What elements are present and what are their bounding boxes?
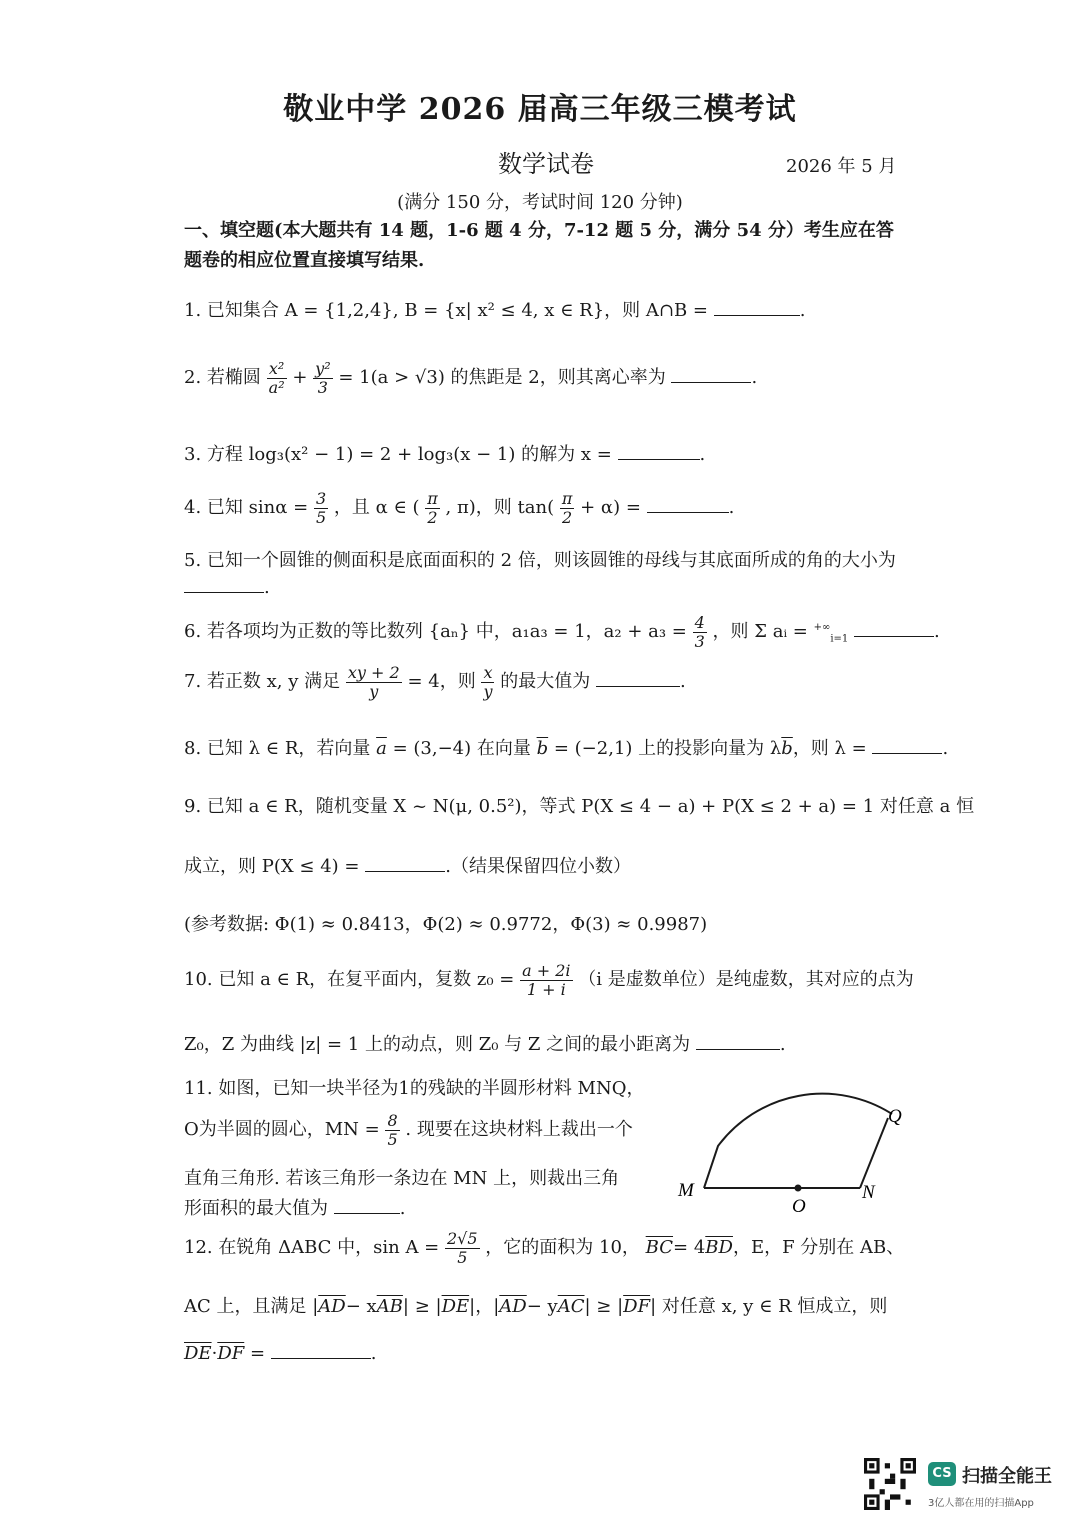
q12-vector-df-2: $\overline{DF}$ — [217, 1343, 245, 1364]
label-m: M — [678, 1180, 694, 1201]
q8-text3: = (−2,1) 上的投影向量为 λ — [553, 738, 782, 759]
q6-tail: . — [934, 621, 940, 643]
q10-number: 10. — [184, 969, 213, 991]
q12-vector-bd: $\overline{BD}$ — [705, 1237, 733, 1259]
center-point-o — [795, 1185, 802, 1192]
question-7 — [184, 664, 686, 700]
question-11-line2 — [184, 1112, 633, 1148]
q2-post: = 1(a > √3) 的焦距是 2，则其离心率为 — [338, 367, 666, 389]
q11-fraction: $\frac{8}{5}$ — [387, 1111, 398, 1149]
q10-fraction: $\frac{a + 2i}{1 + i}$ — [522, 961, 571, 999]
q7-tail: . — [679, 671, 686, 693]
q9-number: 9. — [184, 796, 202, 817]
q12-tail: . — [370, 1343, 377, 1364]
q4-number: 4. — [184, 497, 202, 519]
question-6 — [184, 614, 940, 650]
q7-answer-blank[interactable] — [596, 668, 680, 687]
q11-answer-blank[interactable] — [334, 1195, 400, 1214]
label-q: Q — [888, 1106, 902, 1127]
q4-mid: ，且 α ∈ ( — [333, 497, 420, 519]
q10-post: （i 是虚数单位）是纯虚数，其对应的点为 — [578, 969, 914, 991]
q6-number: 6. — [184, 621, 202, 643]
q11-number: 11. — [184, 1078, 213, 1099]
q9-reference: (参考数据: Φ(1) ≈ 0.8413，Φ(2) ≈ 0.9772，Φ(3) ≈ 0.9987) — [184, 914, 708, 935]
q11-tail: . — [399, 1198, 406, 1219]
q8-text2: = (3,−4) 在向量 — [392, 738, 531, 759]
q6-pre: 若各项均为正数的等比数列 {aₙ} 中，a₁a₃ = 1，a₂ + a₃ = — [206, 621, 687, 643]
q6-fraction: $\frac{4}{3}$ — [694, 613, 705, 651]
q12-l2d: |，| — [469, 1296, 500, 1317]
q12-l2e: − y — [526, 1296, 558, 1317]
q4-fraction-tan: $\frac{\pi}{2}$ — [561, 489, 573, 527]
q12-vector-df: $\overline{DF}$ — [623, 1296, 651, 1317]
q8-text4: ，则 λ = — [792, 738, 867, 759]
question-12-line2 — [184, 1292, 887, 1318]
q8-tail: . — [942, 738, 949, 759]
q3-answer-blank[interactable] — [618, 441, 700, 460]
q12-answer-blank[interactable] — [271, 1340, 371, 1359]
q7-mid: = 4，则 — [407, 671, 476, 693]
q4-tail: . — [728, 497, 735, 519]
q9-line2b: .（结果保留四位小数） — [445, 856, 631, 877]
question-10-line2 — [184, 1030, 786, 1056]
q9-line1: 已知 a ∈ R，随机变量 X ~ N(μ, 0.5²)，等式 P(X ≤ 4 − a) + P(X ≤ 2 + a) = 1 对任意 a 恒 — [206, 796, 975, 817]
q12-vector-ab: $\overline{AB}$ — [376, 1296, 403, 1317]
q12-l2c: | ≥ | — [402, 1296, 442, 1317]
q6-post: ，则 Σ aᵢ = — [712, 621, 808, 643]
q4-post: + α) = — [580, 497, 641, 519]
question-10 — [184, 962, 914, 998]
question-4 — [184, 490, 734, 526]
q12-eq: = 4 — [673, 1237, 706, 1259]
q2-number: 2. — [184, 367, 202, 389]
q2-tail: . — [751, 367, 758, 389]
scanner-tagline: 3亿人都在用的扫描App — [928, 1498, 1034, 1509]
q10-pre: 已知 a ∈ R，在复平面内，复数 z₀ = — [218, 969, 515, 991]
question-11 — [184, 1074, 644, 1100]
exam-date: 2026 年 5 月 — [786, 156, 897, 177]
q11-line3: 直角三角形. 若该三角形一条边在 MN 上，则裁出三角 — [184, 1168, 620, 1189]
q7-fraction-condition: $\frac{xy + 2}{y}$ — [347, 663, 400, 701]
q12-l2g: | 对任意 x, y ∈ R 恒成立，则 — [650, 1296, 888, 1317]
q10-tail: . — [779, 1034, 786, 1055]
q12-vector-de: $\overline{DE}$ — [441, 1296, 470, 1317]
q12-line2a: AC 上，且满足 | — [184, 1296, 319, 1317]
q8-vector-b: $\overline{b}$ — [536, 738, 549, 759]
question-11-line4 — [184, 1194, 405, 1220]
q4-fraction-pi: $\frac{\pi}{2}$ — [427, 489, 438, 527]
section-heading: 一、填空题(本大题共有 14 题，1-6 题 4 分，7-12 题 5 分，满分 54 分）考生应在答题卷的相应位置直接填写结果. — [184, 220, 894, 271]
scanner-logo: CS — [928, 1462, 956, 1486]
q8-answer-blank[interactable] — [872, 735, 942, 754]
q1-number: 1. — [184, 300, 202, 321]
q7-pre: 若正数 x, y 满足 — [206, 671, 341, 693]
question-5 — [184, 546, 896, 572]
q12-vector-ad: $\overline{AD}$ — [318, 1296, 346, 1317]
q12-l2f: | ≥ | — [584, 1296, 624, 1317]
q5-tail: . — [264, 577, 270, 598]
segment-nq — [860, 1118, 888, 1188]
q8-number: 8. — [184, 738, 202, 759]
q12-pre: 在锐角 ΔABC 中，sin A = — [218, 1237, 440, 1259]
q4-pre: 已知 sinα = — [206, 497, 309, 519]
question-8 — [184, 734, 948, 760]
q8-vector-a: $\overline{a}$ — [376, 738, 387, 759]
semicircle-figure — [670, 1066, 920, 1216]
q4-mid2: , π)，则 tan( — [445, 497, 555, 519]
q5-answer-blank[interactable] — [184, 574, 264, 593]
question-9-line2 — [184, 852, 631, 878]
question-2 — [184, 360, 757, 396]
question-9-reference — [184, 910, 707, 936]
exam-title: 敬业中学 2026 届高三年级三模考试 — [283, 92, 797, 127]
q2-plus: + — [292, 367, 308, 389]
label-o: O — [792, 1196, 806, 1216]
question-1 — [184, 296, 805, 322]
q7-fraction-target: $\frac{x}{y}$ — [483, 663, 493, 701]
q12-l2b: − x — [345, 1296, 377, 1317]
qr-code-icon — [864, 1458, 916, 1510]
label-n: N — [862, 1182, 875, 1203]
q11-line2b: . 现要在这块材料上裁出一个 — [405, 1119, 633, 1141]
question-12 — [184, 1230, 904, 1266]
q2-answer-blank[interactable] — [671, 364, 751, 383]
q7-post: 的最大值为 — [500, 671, 591, 693]
question-11-line3 — [184, 1164, 619, 1190]
q12-vector-bc: $\overline{BC}$ — [645, 1237, 674, 1259]
q2-fraction-y: $\frac{\text{y²}}{3}$ — [315, 359, 331, 397]
q6-sum-upper: +∞ — [813, 622, 831, 634]
q12-post2: ，E，F 分别在 AB、 — [732, 1237, 905, 1259]
q6-answer-blank[interactable] — [854, 618, 934, 637]
question-12-line3 — [184, 1340, 377, 1364]
q3-tail: . — [699, 444, 706, 465]
q10-line2: Z₀，Z 为曲线 |z| = 1 上的动点，则 Z₀ 与 Z 之间的最小距离为 — [184, 1034, 691, 1055]
q8-text1: 已知 λ ∈ R，若向量 — [206, 738, 371, 759]
q6-sum-lower: i=1 — [830, 633, 849, 645]
q8-vector-b2: $\overline{b}$ — [781, 738, 793, 759]
q3-text: 方程 log₃(x² − 1) = 2 + log₃(x − 1) 的解为 x = — [206, 444, 612, 465]
question-9 — [184, 792, 974, 818]
q12-number: 12. — [184, 1237, 213, 1259]
q2-pre: 若椭圆 — [206, 367, 261, 389]
q12-vector-ac: $\overline{AC}$ — [557, 1296, 585, 1317]
q12-equals: = — [249, 1343, 266, 1364]
q9-line2: 成立，则 P(X ≤ 4) = — [184, 856, 360, 877]
exam-scoring: (满分 150 分，考试时间 120 分钟) — [397, 192, 683, 213]
question-3 — [184, 440, 705, 466]
q5-text: 已知一个圆锥的侧面积是底面面积的 2 倍，则该圆锥的母线与其底面所成的角的大小为 — [206, 550, 896, 571]
q10-answer-blank[interactable] — [696, 1031, 780, 1050]
q9-answer-blank[interactable] — [365, 853, 445, 872]
q12-post: ，它的面积为 10， — [485, 1237, 640, 1259]
q7-number: 7. — [184, 671, 202, 693]
q11-line2a: O为半圆的圆心，MN = — [184, 1119, 380, 1141]
q12-fraction: $\frac{2√5}{5}$ — [447, 1229, 478, 1267]
q1-answer-blank[interactable] — [714, 297, 800, 316]
scanner-brand: 扫描全能王 — [962, 1466, 1052, 1487]
q1-tail: . — [799, 300, 806, 321]
q4-answer-blank[interactable] — [647, 494, 729, 513]
q5-number: 5. — [184, 550, 202, 571]
q3-number: 3. — [184, 444, 202, 465]
q11-line4: 形面积的最大值为 — [184, 1198, 328, 1219]
exam-subtitle: 数学试卷 — [498, 150, 594, 178]
question-5-line2 — [184, 574, 270, 598]
q4-fraction-sin: $\frac{3}{5}$ — [315, 489, 327, 527]
q1-text: 已知集合 A = {1,2,4}, B = {x| x² ≤ 4, x ∈ R}，则 A∩B = — [206, 300, 709, 321]
q2-fraction-x: $\frac{\text{x²}}{\text{a²}}$ — [268, 359, 285, 397]
q11-line1: 如图，已知一块半径为1的残缺的半圆形材料 MNQ， — [218, 1078, 645, 1099]
q12-vector-ad-2: $\overline{AD}$ — [499, 1296, 527, 1317]
arc-curve — [704, 1094, 892, 1188]
q12-dot: · — [211, 1343, 218, 1364]
q12-vector-de-2: $\overline{DE}$ — [184, 1343, 212, 1364]
